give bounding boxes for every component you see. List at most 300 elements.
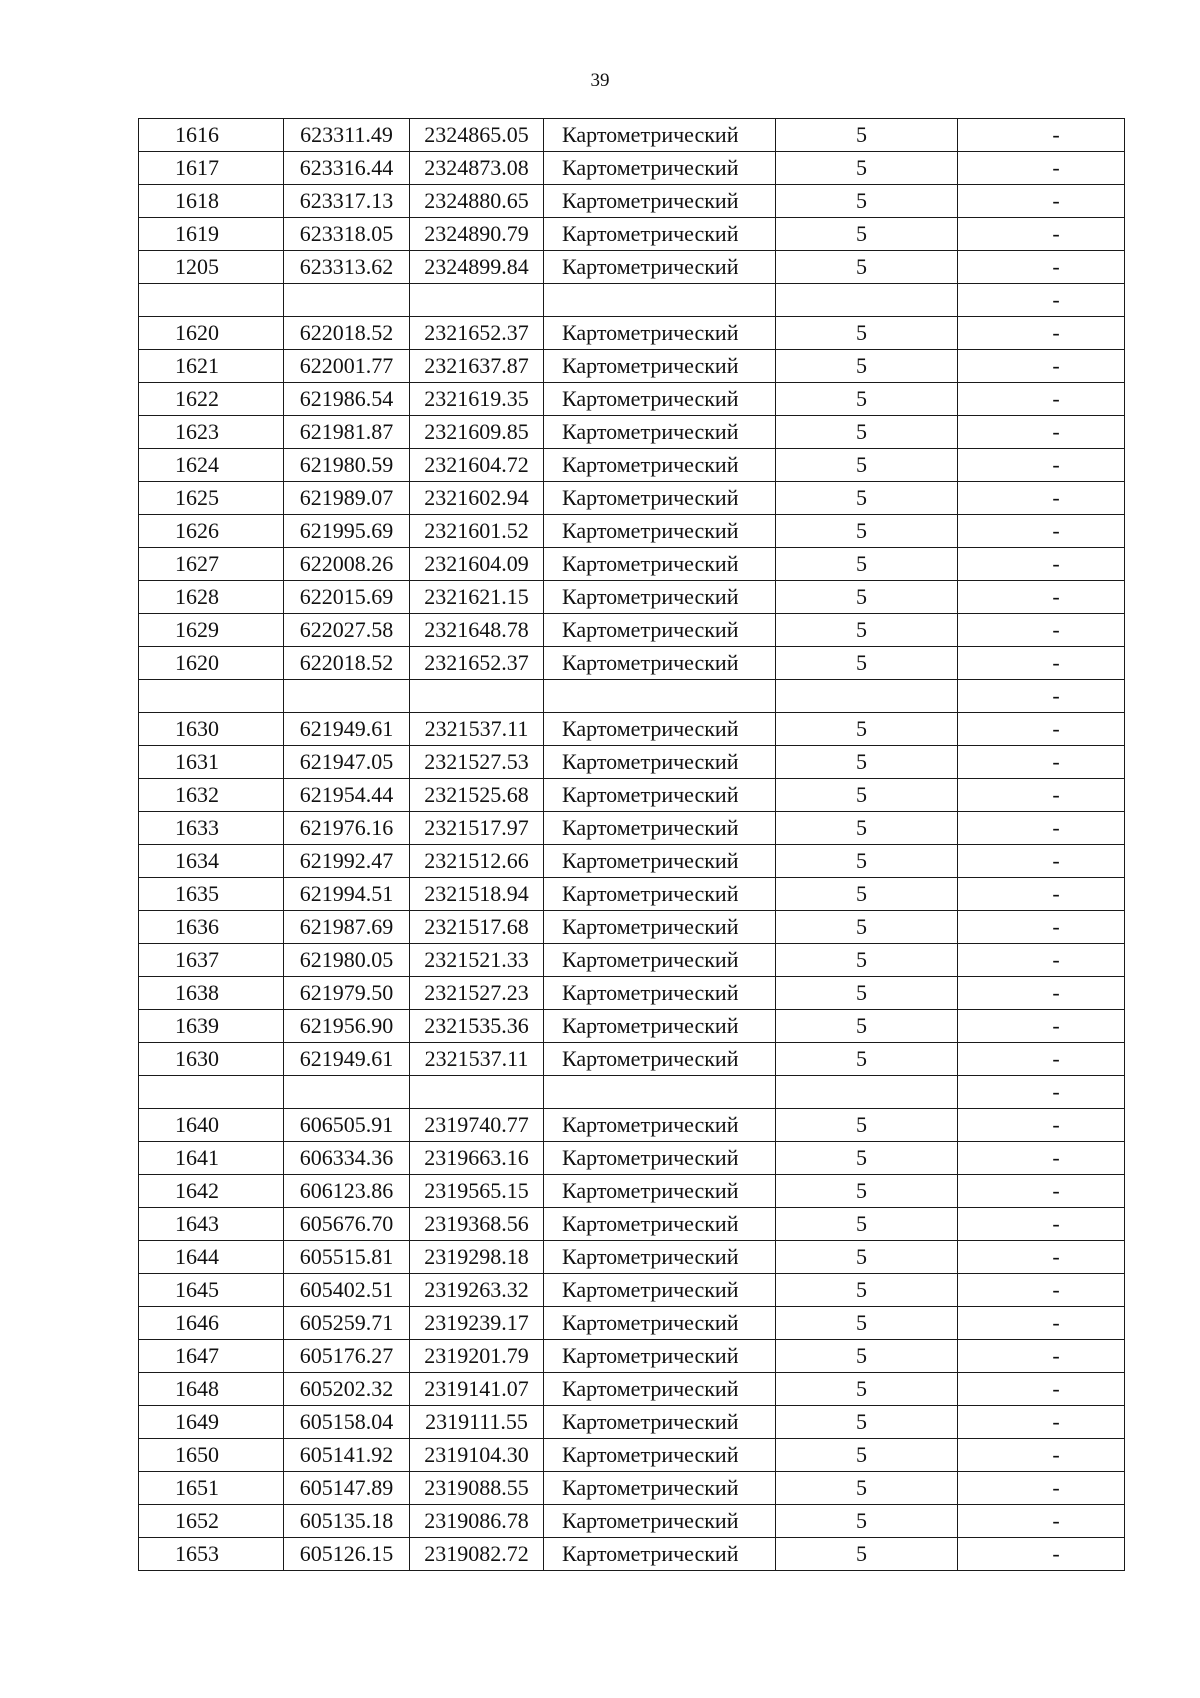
point-number-cell: 1650	[139, 1439, 284, 1472]
y-coordinate-cell: 2321535.36	[410, 1010, 544, 1043]
accuracy-cell: 5	[776, 1505, 958, 1538]
accuracy-cell: 5	[776, 218, 958, 251]
accuracy-cell: 5	[776, 647, 958, 680]
x-coordinate-cell: 621949.61	[284, 713, 410, 746]
accuracy-cell: 5	[776, 449, 958, 482]
x-coordinate-cell: 622015.69	[284, 581, 410, 614]
y-coordinate-cell: 2319239.17	[410, 1307, 544, 1340]
y-coordinate-cell: 2321648.78	[410, 614, 544, 647]
point-number-cell: 1642	[139, 1175, 284, 1208]
point-number-cell: 1625	[139, 482, 284, 515]
x-coordinate-cell: 605259.71	[284, 1307, 410, 1340]
table-row	[139, 845, 1125, 878]
note-cell: -	[958, 1175, 1125, 1208]
method-cell: Картометрический	[544, 713, 776, 746]
x-coordinate-cell: 605135.18	[284, 1505, 410, 1538]
point-number-cell: 1648	[139, 1373, 284, 1406]
note-cell: -	[958, 218, 1125, 251]
table-row	[139, 1439, 1125, 1472]
y-coordinate-cell: 2324880.65	[410, 185, 544, 218]
method-cell: Картометрический	[544, 1538, 776, 1571]
accuracy-cell: 5	[776, 911, 958, 944]
y-coordinate-cell: 2321527.53	[410, 746, 544, 779]
table-row	[139, 713, 1125, 746]
point-number-cell: 1626	[139, 515, 284, 548]
x-coordinate-cell: 605141.92	[284, 1439, 410, 1472]
table-row	[139, 185, 1125, 218]
method-cell: Картометрический	[544, 944, 776, 977]
note-cell: -	[958, 746, 1125, 779]
method-cell: Картометрический	[544, 647, 776, 680]
point-number-cell: 1652	[139, 1505, 284, 1538]
note-cell: -	[958, 1076, 1125, 1109]
note-cell: -	[958, 1505, 1125, 1538]
x-coordinate-cell: 606505.91	[284, 1109, 410, 1142]
accuracy-cell: 5	[776, 1175, 958, 1208]
method-cell: Картометрический	[544, 878, 776, 911]
point-number-cell: 1620	[139, 317, 284, 350]
point-number-cell	[139, 1076, 284, 1109]
x-coordinate-cell: 623317.13	[284, 185, 410, 218]
accuracy-cell: 5	[776, 1142, 958, 1175]
accuracy-cell: 5	[776, 383, 958, 416]
x-coordinate-cell: 623316.44	[284, 152, 410, 185]
note-cell: -	[958, 317, 1125, 350]
table-row	[139, 251, 1125, 284]
point-number-cell: 1619	[139, 218, 284, 251]
y-coordinate-cell: 2324899.84	[410, 251, 544, 284]
note-cell: -	[958, 515, 1125, 548]
method-cell: Картометрический	[544, 911, 776, 944]
y-coordinate-cell: 2319263.32	[410, 1274, 544, 1307]
point-number-cell: 1646	[139, 1307, 284, 1340]
method-cell: Картометрический	[544, 350, 776, 383]
y-coordinate-cell: 2321637.87	[410, 350, 544, 383]
accuracy-cell: 5	[776, 1439, 958, 1472]
x-coordinate-cell: 622018.52	[284, 317, 410, 350]
point-number-cell: 1633	[139, 812, 284, 845]
point-number-cell: 1630	[139, 1043, 284, 1076]
method-cell: Картометрический	[544, 1439, 776, 1472]
method-cell: Картометрический	[544, 317, 776, 350]
point-number-cell	[139, 680, 284, 713]
table-row	[139, 1505, 1125, 1538]
note-cell: -	[958, 1274, 1125, 1307]
point-number-cell: 1634	[139, 845, 284, 878]
x-coordinate-cell: 621976.16	[284, 812, 410, 845]
y-coordinate-cell: 2321601.52	[410, 515, 544, 548]
table-row	[139, 977, 1125, 1010]
accuracy-cell: 5	[776, 482, 958, 515]
y-coordinate-cell: 2321537.11	[410, 713, 544, 746]
point-number-cell: 1649	[139, 1406, 284, 1439]
accuracy-cell: 5	[776, 713, 958, 746]
note-cell: -	[958, 1538, 1125, 1571]
x-coordinate-cell: 622001.77	[284, 350, 410, 383]
table-row	[139, 614, 1125, 647]
table-row	[139, 1142, 1125, 1175]
accuracy-cell: 5	[776, 1208, 958, 1241]
note-cell: -	[958, 911, 1125, 944]
y-coordinate-cell: 2324890.79	[410, 218, 544, 251]
y-coordinate-cell: 2321652.37	[410, 317, 544, 350]
table-row	[139, 284, 1125, 317]
note-cell: -	[958, 152, 1125, 185]
accuracy-cell	[776, 284, 958, 317]
note-cell: -	[958, 647, 1125, 680]
accuracy-cell: 5	[776, 251, 958, 284]
point-number-cell: 1631	[139, 746, 284, 779]
point-number-cell: 1630	[139, 713, 284, 746]
x-coordinate-cell: 621992.47	[284, 845, 410, 878]
table-row	[139, 1274, 1125, 1307]
accuracy-cell: 5	[776, 1472, 958, 1505]
method-cell: Картометрический	[544, 1406, 776, 1439]
point-number-cell: 1616	[139, 119, 284, 152]
x-coordinate-cell: 622018.52	[284, 647, 410, 680]
point-number-cell: 1618	[139, 185, 284, 218]
table-row	[139, 746, 1125, 779]
accuracy-cell: 5	[776, 977, 958, 1010]
x-coordinate-cell: 623313.62	[284, 251, 410, 284]
y-coordinate-cell: 2321518.94	[410, 878, 544, 911]
y-coordinate-cell: 2319088.55	[410, 1472, 544, 1505]
y-coordinate-cell: 2319111.55	[410, 1406, 544, 1439]
accuracy-cell: 5	[776, 944, 958, 977]
note-cell: -	[958, 1010, 1125, 1043]
page-number: 39	[590, 70, 610, 91]
table-row	[139, 1406, 1125, 1439]
note-cell: -	[958, 383, 1125, 416]
note-cell: -	[958, 350, 1125, 383]
y-coordinate-cell: 2324865.05	[410, 119, 544, 152]
y-coordinate-cell: 2321521.33	[410, 944, 544, 977]
table-row	[139, 1373, 1125, 1406]
x-coordinate-cell: 606123.86	[284, 1175, 410, 1208]
x-coordinate-cell	[284, 1076, 410, 1109]
note-cell: -	[958, 251, 1125, 284]
table-row	[139, 779, 1125, 812]
accuracy-cell: 5	[776, 581, 958, 614]
y-coordinate-cell	[410, 680, 544, 713]
y-coordinate-cell	[410, 284, 544, 317]
note-cell: -	[958, 119, 1125, 152]
point-number-cell: 1632	[139, 779, 284, 812]
method-cell: Картометрический	[544, 746, 776, 779]
note-cell: -	[958, 1109, 1125, 1142]
table-row	[139, 1010, 1125, 1043]
method-cell: Картометрический	[544, 614, 776, 647]
accuracy-cell: 5	[776, 152, 958, 185]
point-number-cell: 1639	[139, 1010, 284, 1043]
table-row	[139, 1538, 1125, 1571]
note-cell: -	[958, 713, 1125, 746]
y-coordinate-cell: 2321652.37	[410, 647, 544, 680]
table-row	[139, 911, 1125, 944]
y-coordinate-cell: 2321527.23	[410, 977, 544, 1010]
x-coordinate-cell: 621979.50	[284, 977, 410, 1010]
table-row	[139, 1109, 1125, 1142]
point-number-cell: 1627	[139, 548, 284, 581]
x-coordinate-cell: 621947.05	[284, 746, 410, 779]
point-number-cell: 1640	[139, 1109, 284, 1142]
point-number-cell: 1628	[139, 581, 284, 614]
table-row	[139, 647, 1125, 680]
y-coordinate-cell: 2321525.68	[410, 779, 544, 812]
y-coordinate-cell: 2321621.15	[410, 581, 544, 614]
method-cell	[544, 284, 776, 317]
accuracy-cell: 5	[776, 614, 958, 647]
method-cell: Картометрический	[544, 1340, 776, 1373]
accuracy-cell: 5	[776, 548, 958, 581]
point-number-cell: 1645	[139, 1274, 284, 1307]
x-coordinate-cell: 623318.05	[284, 218, 410, 251]
y-coordinate-cell: 2321517.97	[410, 812, 544, 845]
method-cell: Картометрический	[544, 449, 776, 482]
note-cell: -	[958, 449, 1125, 482]
table-row	[139, 383, 1125, 416]
accuracy-cell: 5	[776, 1274, 958, 1307]
x-coordinate-cell: 622008.26	[284, 548, 410, 581]
accuracy-cell: 5	[776, 1043, 958, 1076]
x-coordinate-cell: 605402.51	[284, 1274, 410, 1307]
accuracy-cell: 5	[776, 1373, 958, 1406]
method-cell: Картометрический	[544, 119, 776, 152]
y-coordinate-cell: 2321512.66	[410, 845, 544, 878]
note-cell: -	[958, 977, 1125, 1010]
method-cell: Картометрический	[544, 515, 776, 548]
y-coordinate-cell: 2321537.11	[410, 1043, 544, 1076]
method-cell: Картометрический	[544, 977, 776, 1010]
accuracy-cell: 5	[776, 185, 958, 218]
table-row	[139, 119, 1125, 152]
point-number-cell: 1617	[139, 152, 284, 185]
x-coordinate-cell: 621989.07	[284, 482, 410, 515]
method-cell: Картометрический	[544, 383, 776, 416]
x-coordinate-cell: 605515.81	[284, 1241, 410, 1274]
method-cell: Картометрический	[544, 185, 776, 218]
point-number-cell: 1623	[139, 416, 284, 449]
accuracy-cell: 5	[776, 1241, 958, 1274]
table-row	[139, 350, 1125, 383]
method-cell: Картометрический	[544, 1010, 776, 1043]
point-number-cell: 1653	[139, 1538, 284, 1571]
method-cell: Картометрический	[544, 152, 776, 185]
method-cell: Картометрический	[544, 1472, 776, 1505]
accuracy-cell: 5	[776, 845, 958, 878]
y-coordinate-cell	[410, 1076, 544, 1109]
point-number-cell: 1647	[139, 1340, 284, 1373]
table-row	[139, 1241, 1125, 1274]
y-coordinate-cell: 2319086.78	[410, 1505, 544, 1538]
method-cell	[544, 680, 776, 713]
table-row	[139, 1307, 1125, 1340]
table-row	[139, 812, 1125, 845]
table-row	[139, 548, 1125, 581]
x-coordinate-cell: 605676.70	[284, 1208, 410, 1241]
method-cell: Картометрический	[544, 1142, 776, 1175]
note-cell: -	[958, 185, 1125, 218]
point-number-cell: 1622	[139, 383, 284, 416]
accuracy-cell: 5	[776, 416, 958, 449]
accuracy-cell: 5	[776, 1307, 958, 1340]
y-coordinate-cell: 2319298.18	[410, 1241, 544, 1274]
table-row	[139, 1175, 1125, 1208]
method-cell: Картометрический	[544, 1373, 776, 1406]
accuracy-cell: 5	[776, 878, 958, 911]
method-cell: Картометрический	[544, 218, 776, 251]
method-cell: Картометрический	[544, 416, 776, 449]
accuracy-cell: 5	[776, 1109, 958, 1142]
method-cell: Картометрический	[544, 581, 776, 614]
x-coordinate-cell: 621987.69	[284, 911, 410, 944]
point-number-cell: 1624	[139, 449, 284, 482]
table-row	[139, 449, 1125, 482]
x-coordinate-cell: 605158.04	[284, 1406, 410, 1439]
method-cell: Картометрический	[544, 779, 776, 812]
point-number-cell: 1636	[139, 911, 284, 944]
note-cell: -	[958, 878, 1125, 911]
note-cell: -	[958, 482, 1125, 515]
table-row	[139, 416, 1125, 449]
x-coordinate-cell: 621995.69	[284, 515, 410, 548]
table-row	[139, 515, 1125, 548]
method-cell: Картометрический	[544, 812, 776, 845]
x-coordinate-cell	[284, 680, 410, 713]
point-number-cell: 1644	[139, 1241, 284, 1274]
note-cell: -	[958, 680, 1125, 713]
y-coordinate-cell: 2319082.72	[410, 1538, 544, 1571]
note-cell: -	[958, 284, 1125, 317]
x-coordinate-cell: 605147.89	[284, 1472, 410, 1505]
method-cell: Картометрический	[544, 1043, 776, 1076]
table-row	[139, 878, 1125, 911]
y-coordinate-cell: 2319141.07	[410, 1373, 544, 1406]
accuracy-cell: 5	[776, 746, 958, 779]
accuracy-cell: 5	[776, 812, 958, 845]
note-cell: -	[958, 581, 1125, 614]
table-row	[139, 1472, 1125, 1505]
accuracy-cell: 5	[776, 350, 958, 383]
y-coordinate-cell: 2321517.68	[410, 911, 544, 944]
method-cell: Картометрический	[544, 1109, 776, 1142]
x-coordinate-cell: 621949.61	[284, 1043, 410, 1076]
table-row	[139, 218, 1125, 251]
note-cell: -	[958, 1373, 1125, 1406]
accuracy-cell	[776, 680, 958, 713]
accuracy-cell: 5	[776, 1010, 958, 1043]
y-coordinate-cell: 2319565.15	[410, 1175, 544, 1208]
method-cell: Картометрический	[544, 1274, 776, 1307]
y-coordinate-cell: 2319740.77	[410, 1109, 544, 1142]
coordinates-table-body	[139, 119, 1125, 1571]
method-cell: Картометрический	[544, 845, 776, 878]
y-coordinate-cell: 2321604.09	[410, 548, 544, 581]
accuracy-cell: 5	[776, 1406, 958, 1439]
point-number-cell: 1205	[139, 251, 284, 284]
method-cell: Картометрический	[544, 251, 776, 284]
table-row	[139, 1076, 1125, 1109]
table-row	[139, 1208, 1125, 1241]
y-coordinate-cell: 2319368.56	[410, 1208, 544, 1241]
x-coordinate-cell: 621994.51	[284, 878, 410, 911]
method-cell: Картометрический	[544, 1208, 776, 1241]
table-row	[139, 1340, 1125, 1373]
table-row	[139, 317, 1125, 350]
note-cell: -	[958, 944, 1125, 977]
x-coordinate-cell: 606334.36	[284, 1142, 410, 1175]
y-coordinate-cell: 2321609.85	[410, 416, 544, 449]
table-row	[139, 944, 1125, 977]
y-coordinate-cell: 2319201.79	[410, 1340, 544, 1373]
note-cell: -	[958, 1208, 1125, 1241]
point-number-cell: 1651	[139, 1472, 284, 1505]
note-cell: -	[958, 1307, 1125, 1340]
note-cell: -	[958, 614, 1125, 647]
point-number-cell: 1629	[139, 614, 284, 647]
table-row	[139, 1043, 1125, 1076]
x-coordinate-cell: 621980.59	[284, 449, 410, 482]
coordinates-table	[138, 118, 1125, 1571]
accuracy-cell: 5	[776, 317, 958, 350]
point-number-cell	[139, 284, 284, 317]
accuracy-cell	[776, 1076, 958, 1109]
table-row	[139, 680, 1125, 713]
x-coordinate-cell: 621986.54	[284, 383, 410, 416]
note-cell: -	[958, 1241, 1125, 1274]
note-cell: -	[958, 1439, 1125, 1472]
method-cell: Картометрический	[544, 548, 776, 581]
note-cell: -	[958, 416, 1125, 449]
x-coordinate-cell: 622027.58	[284, 614, 410, 647]
note-cell: -	[958, 1340, 1125, 1373]
method-cell: Картометрический	[544, 1505, 776, 1538]
table-row	[139, 152, 1125, 185]
note-cell: -	[958, 1406, 1125, 1439]
x-coordinate-cell: 621981.87	[284, 416, 410, 449]
x-coordinate-cell: 605176.27	[284, 1340, 410, 1373]
point-number-cell: 1643	[139, 1208, 284, 1241]
note-cell: -	[958, 779, 1125, 812]
note-cell: -	[958, 1142, 1125, 1175]
method-cell: Картометрический	[544, 482, 776, 515]
x-coordinate-cell: 623311.49	[284, 119, 410, 152]
y-coordinate-cell: 2319663.16	[410, 1142, 544, 1175]
accuracy-cell: 5	[776, 515, 958, 548]
point-number-cell: 1638	[139, 977, 284, 1010]
note-cell: -	[958, 845, 1125, 878]
x-coordinate-cell	[284, 284, 410, 317]
y-coordinate-cell: 2321604.72	[410, 449, 544, 482]
x-coordinate-cell: 621956.90	[284, 1010, 410, 1043]
y-coordinate-cell: 2324873.08	[410, 152, 544, 185]
point-number-cell: 1641	[139, 1142, 284, 1175]
x-coordinate-cell: 605202.32	[284, 1373, 410, 1406]
accuracy-cell: 5	[776, 779, 958, 812]
accuracy-cell: 5	[776, 1340, 958, 1373]
note-cell: -	[958, 1043, 1125, 1076]
method-cell: Картометрический	[544, 1175, 776, 1208]
accuracy-cell: 5	[776, 119, 958, 152]
y-coordinate-cell: 2321602.94	[410, 482, 544, 515]
y-coordinate-cell: 2321619.35	[410, 383, 544, 416]
method-cell: Картометрический	[544, 1307, 776, 1340]
accuracy-cell: 5	[776, 1538, 958, 1571]
point-number-cell: 1621	[139, 350, 284, 383]
method-cell: Картометрический	[544, 1241, 776, 1274]
x-coordinate-cell: 605126.15	[284, 1538, 410, 1571]
table-row	[139, 482, 1125, 515]
